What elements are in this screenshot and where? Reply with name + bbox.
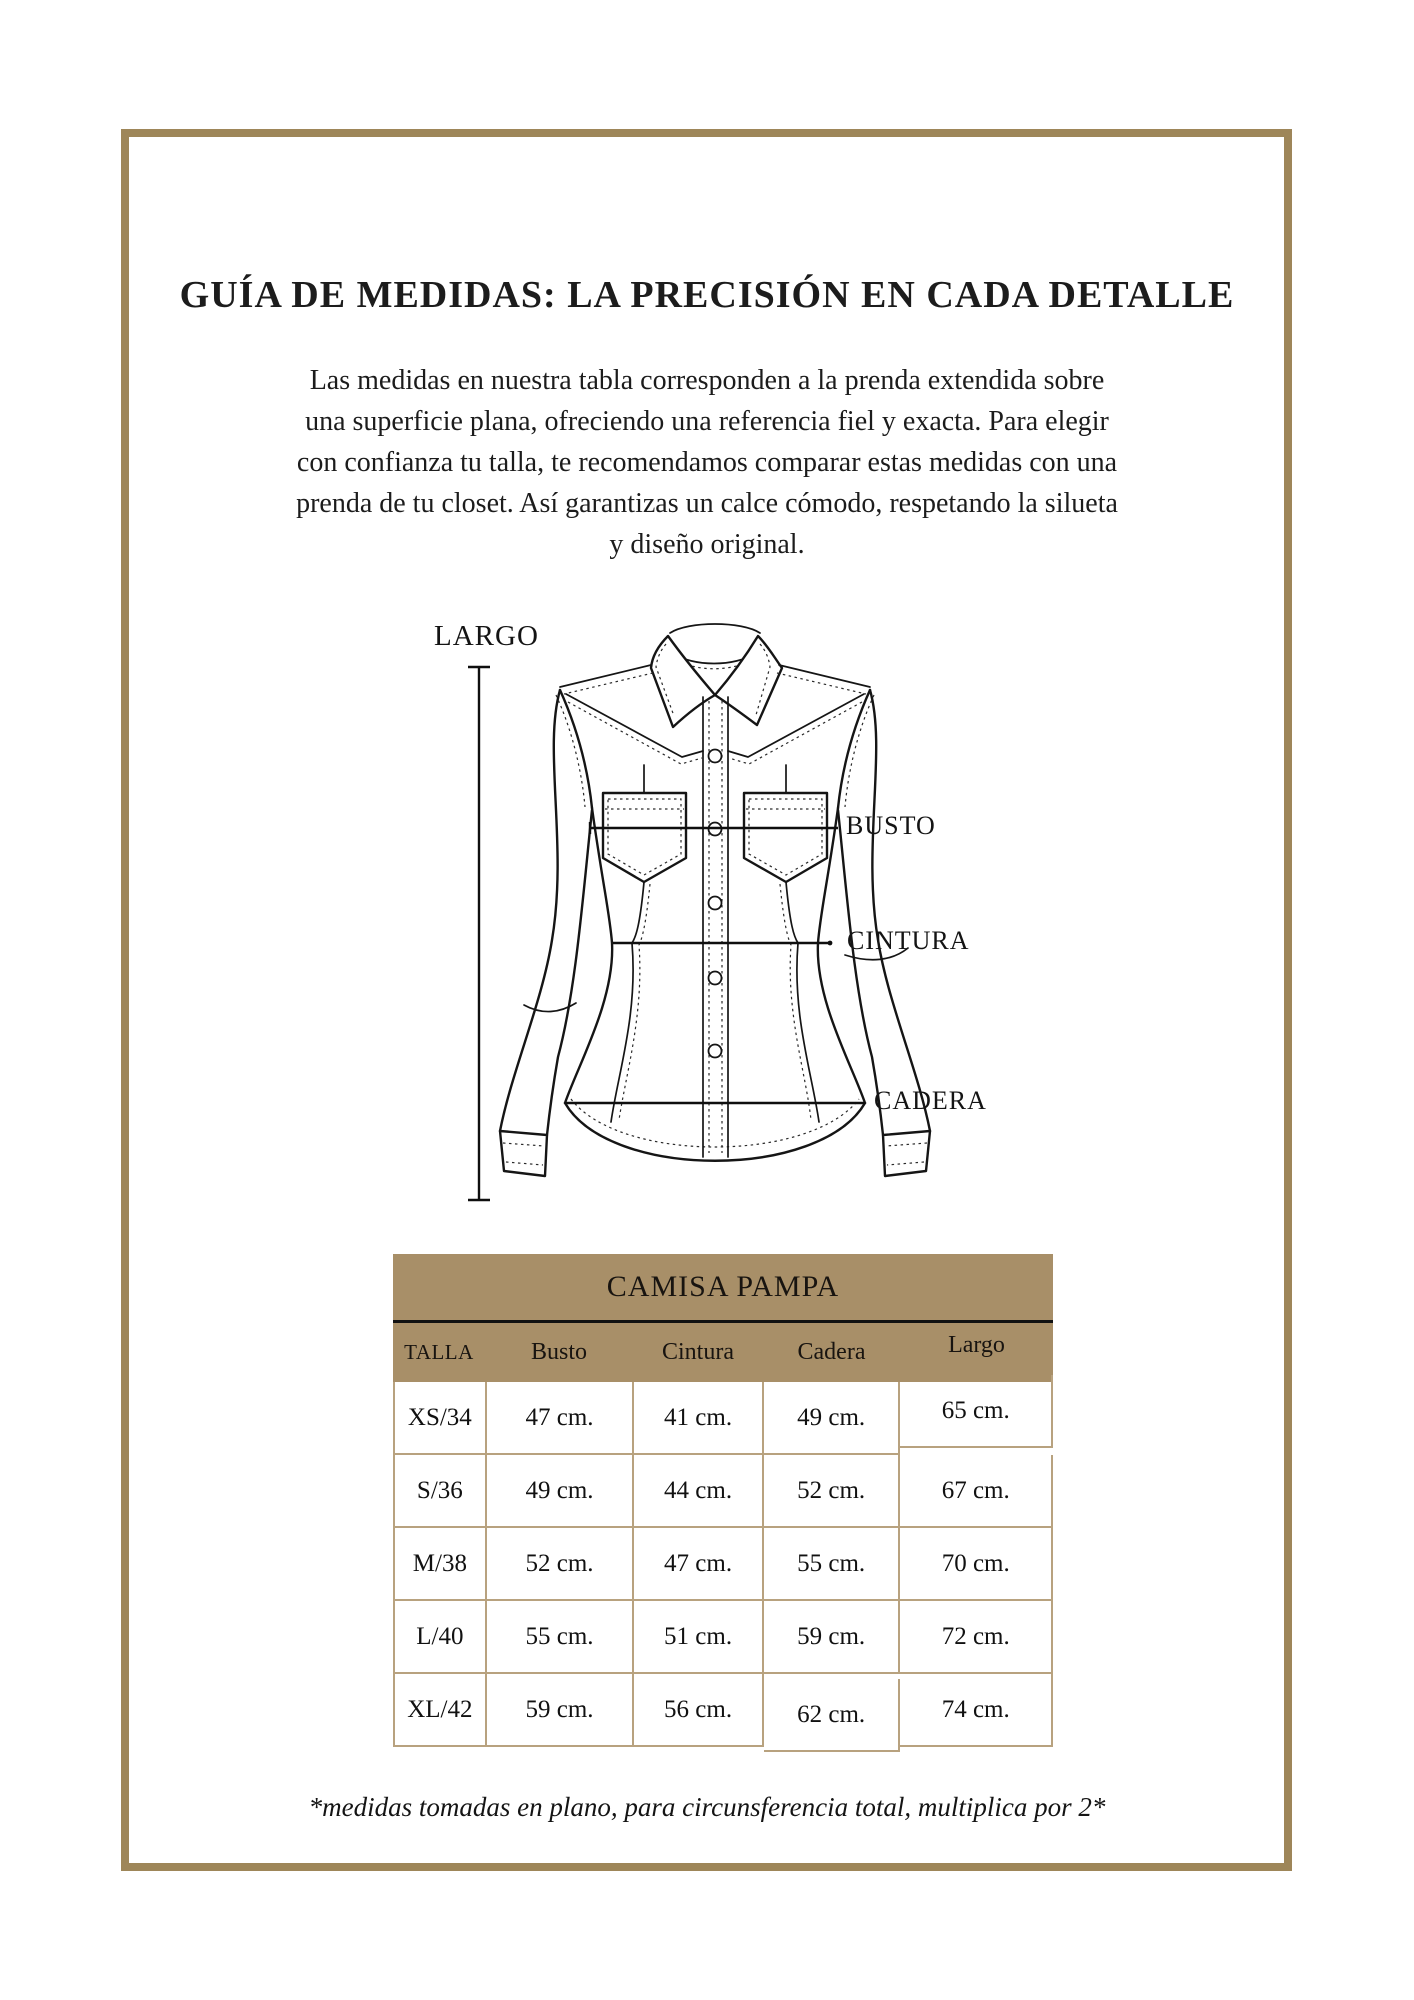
cell-largo: 65 cm. [900,1375,1053,1448]
intro-line: y diseño original. [609,529,805,560]
cell-busto: 55 cm. [487,1601,635,1674]
cell-cintura: 56 cm. [634,1674,764,1747]
cell-cadera: 62 cm. [764,1679,901,1752]
column-header-cintura: Cintura [662,1339,734,1365]
table-row [395,1455,1053,1528]
cell-cintura: 41 cm. [634,1382,764,1455]
cell-busto: 47 cm. [487,1382,635,1455]
buttons [709,750,722,1058]
column-header-busto: Busto [530,1339,587,1365]
measure-line-largo [468,667,490,1200]
cell-largo: 72 cm. [900,1601,1053,1674]
measure-label-largo: LARGO [434,620,539,652]
intro-line: Las medidas en nuestra tabla corresponden a la prenda extendida sobre [309,365,1105,396]
size-chart [393,1254,1053,1747]
table-row [395,1674,1053,1747]
size-chart-body [393,1382,1053,1747]
cell-talla: M/38 [395,1528,487,1601]
cell-cadera: 59 cm. [764,1601,901,1674]
cell-talla: S/36 [395,1455,487,1528]
right-pocket [744,793,827,882]
intro-line: con confianza tu talla, te recomendamos comparar estas medidas con una [296,447,1118,478]
size-chart-header-row [393,1323,1053,1382]
column-header-cadera: Cadera [797,1339,866,1365]
cell-cadera: 49 cm. [764,1382,901,1455]
intro-line: una superficie plana, ofreciendo una referencia fiel y exacta. Para elegir [305,406,1109,437]
cell-cintura: 51 cm. [634,1601,764,1674]
table-row [395,1528,1053,1601]
cell-cintura: 47 cm. [634,1528,764,1601]
cell-talla: XS/34 [395,1382,487,1455]
cell-talla: XL/42 [395,1674,487,1747]
measure-line-cintura [613,941,832,946]
table-row [395,1601,1053,1674]
measure-label-cadera: CADERA [874,1086,987,1115]
column-header-largo: Largo [948,1332,1005,1358]
table-row [395,1382,1053,1455]
cell-talla: L/40 [395,1601,487,1674]
intro-line: prenda de tu closet. Así garantizas un calce cómodo, respetando la silueta [296,488,1118,519]
cell-busto: 49 cm. [487,1455,635,1528]
intro-paragraph [0,360,1414,565]
page-title: GUÍA DE MEDIDAS: LA PRECISIÓN EN CADA DETALLE [179,274,1235,317]
cell-largo: 70 cm. [900,1528,1053,1601]
cell-busto: 59 cm. [487,1674,635,1747]
button-placket [703,697,728,1157]
cell-largo: 67 cm. [900,1455,1053,1528]
measure-label-cintura: CINTURA [847,926,970,955]
collar [560,624,870,727]
cell-cadera: 55 cm. [764,1528,901,1601]
column-header-talla: TALLA [404,1340,474,1364]
shirt-technical-drawing [430,595,1020,1235]
cell-cadera: 52 cm. [764,1455,901,1528]
cell-largo: 74 cm. [900,1674,1053,1747]
size-chart-title: CAMISA PAMPA [393,1254,1053,1320]
measurement-footnote: *medidas tomadas en plano, para circunsferencia total, multiplica por 2* [308,1792,1106,1822]
cell-busto: 52 cm. [487,1528,635,1601]
left-pocket [603,793,686,882]
cell-cintura: 44 cm. [634,1455,764,1528]
measure-label-busto: BUSTO [846,811,936,840]
